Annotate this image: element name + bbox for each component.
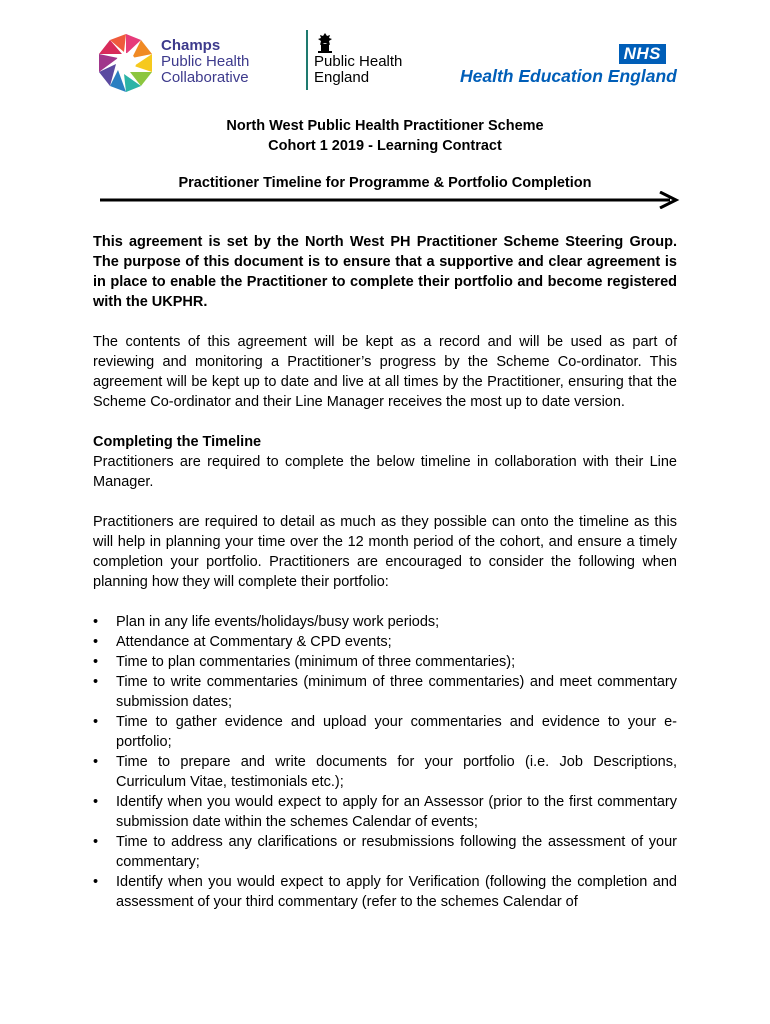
list-item: • Identify when you would expect to apply for an Assessor (prior to the first commentary submission date within the schemes Calendar of events; [93, 792, 677, 832]
list-item: • Attendance at Commentary & CPD events; [93, 632, 677, 652]
list-item: • Time to plan commentaries (minimum of three commentaries); [93, 652, 677, 672]
champs-ring-icon [96, 32, 156, 94]
royal-crest-icon [314, 32, 336, 54]
intro-paragraph: This agreement is set by the North West PH Practitioner Scheme Steering Group. The purpose of this document is to ensure that a supportive and clear agreement is in place to enable the Practitioner to complete their portfolio and become registered with the UKPHR. [93, 234, 677, 310]
doc-subtitle: Practitioner Timeline for Programme & Portfolio Completion [178, 175, 592, 191]
champs-line3: Collaborative [161, 69, 249, 86]
list-item: • Time to prepare and write documents for your portfolio (i.e. Job Descriptions, Curriculum Vitae, testimonials etc.); [93, 752, 677, 792]
list-item: • Time to address any clarifications or resubmissions following the assessment of your commentary; [93, 832, 677, 872]
champs-name: Champs [161, 37, 221, 54]
list-item: • Plan in any life events/holidays/busy work periods; [93, 612, 677, 632]
phe-line1: Public Health [314, 53, 403, 70]
nhs-badge: NHS [619, 44, 666, 64]
list-item: • Time to gather evidence and upload your commentaries and evidence to your e-portfolio; [93, 712, 677, 752]
section-heading: Completing the Timeline [93, 434, 262, 450]
champs-logo [96, 32, 256, 94]
list-item: • Time to write commentaries (minimum of three commentaries) and meet commentary submission dates; [93, 672, 677, 712]
collab-paragraph: Practitioners are required to complete the below timeline in collaboration with their Line Manager. [93, 454, 677, 490]
doc-title-line1: North West Public Health Practitioner Scheme [226, 118, 544, 134]
timeline-arrow-icon [100, 191, 680, 209]
list-item: • Identify when you would expect to apply for Verification (following the completion and assessment of your third commentary (refer to the schemes Calendar of [93, 872, 677, 912]
champs-line2: Public Health [161, 53, 250, 70]
phe-bar [306, 30, 308, 90]
hee-logo [460, 44, 677, 88]
doc-title-line2: Cohort 1 2019 - Learning Contract [268, 138, 502, 154]
planning-paragraph: Practitioners are required to detail as much as they possible can onto the timeline as this will help in planning your time over the 12 month period of the cohort, and ensure a timely completion your portfolio. Practitioners are encouraged to consider the following when planning how they will complete their portfolio: [93, 514, 677, 590]
record-paragraph: The contents of this agreement will be kept as a record and will be used as part of reviewing and monitoring a Practitioner’s progress by the Scheme Co-ordinator. This agreement will be kept up to date and live at all times by the Practitioner, ensuring that the Scheme Co-ordinator and their Line Manager receives the most up to date version. [93, 334, 677, 410]
phe-logo [306, 30, 426, 92]
logo-bar [0, 0, 770, 110]
considerations-list [93, 612, 677, 912]
phe-line2: England [314, 69, 370, 86]
document-body [93, 232, 677, 912]
hee-name: Health Education England [460, 66, 677, 86]
